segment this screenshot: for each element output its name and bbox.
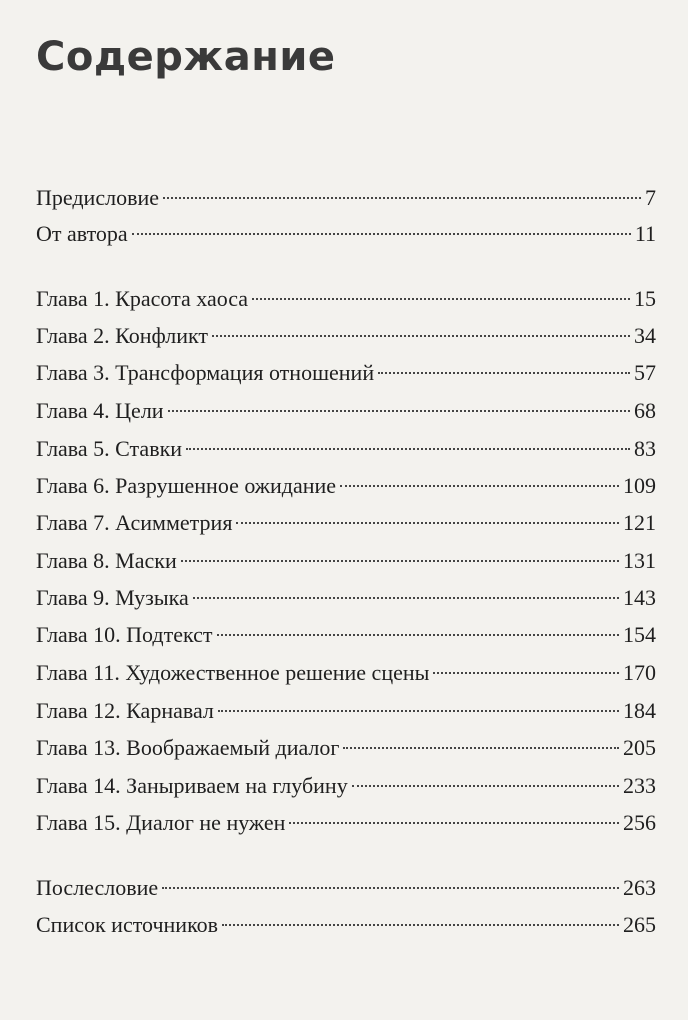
- dot-leader: [340, 485, 619, 487]
- toc-entry-label: Глава 12. Карнавал: [36, 698, 214, 723]
- toc-entry-label: Глава 8. Маски: [36, 548, 177, 573]
- toc-entry-chapter-14[interactable]: [36, 768, 656, 804]
- toc-entry-chapter-6[interactable]: [36, 468, 656, 504]
- dot-leader: [289, 822, 619, 824]
- dot-leader: [162, 887, 619, 889]
- toc-entry-label: Послесловие: [36, 875, 159, 900]
- toc-entry-page: 34: [634, 323, 656, 348]
- toc-entry-label: Глава 3. Трансформация отношений: [36, 360, 375, 385]
- toc-entry-label: Глава 5. Ставки: [36, 436, 183, 461]
- toc-entry-label: Список источников: [36, 912, 219, 937]
- dot-leader: [378, 372, 630, 374]
- toc-entry-chapter-4[interactable]: [36, 393, 656, 429]
- toc-entry-page: 7: [645, 185, 656, 210]
- dot-leader: [352, 785, 619, 787]
- dot-leader: [343, 747, 619, 749]
- toc-entry-chapter-7[interactable]: [36, 505, 656, 541]
- toc-entry-preface[interactable]: [36, 180, 656, 216]
- toc-entry-chapter-12[interactable]: [36, 693, 656, 729]
- toc-entry-page: 57: [634, 360, 656, 385]
- toc-entry-page: 184: [623, 698, 656, 723]
- page-title: Содержание: [36, 34, 336, 80]
- toc-entry-page: 265: [623, 912, 656, 937]
- dot-leader: [433, 672, 619, 674]
- toc-entry-chapter-2[interactable]: [36, 318, 656, 354]
- toc-entry-afterword[interactable]: [36, 870, 656, 906]
- toc-entry-label: Глава 14. Заныриваем на глубину: [36, 773, 348, 798]
- dot-leader: [222, 924, 619, 926]
- toc-entry-chapter-11[interactable]: [36, 655, 656, 691]
- toc-entry-page: 256: [623, 810, 656, 835]
- toc-entry-page: 131: [623, 548, 656, 573]
- toc-entry-label: Глава 9. Музыка: [36, 585, 189, 610]
- toc-entry-page: 205: [623, 735, 656, 760]
- toc-entry-chapter-15[interactable]: [36, 805, 656, 841]
- dot-leader: [236, 522, 619, 524]
- toc-entry-sources[interactable]: [36, 907, 656, 943]
- toc-entry-page: 15: [634, 286, 656, 311]
- toc-entry-page: 109: [623, 473, 656, 498]
- toc-entry-page: 83: [634, 436, 656, 461]
- toc-entry-page: 143: [623, 585, 656, 610]
- dot-leader: [181, 560, 619, 562]
- dot-leader: [212, 335, 630, 337]
- dot-leader: [163, 197, 641, 199]
- toc-entry-from-author[interactable]: [36, 216, 656, 252]
- toc-entry-label: Глава 15. Диалог не нужен: [36, 810, 286, 835]
- toc-entry-label: Глава 1. Красота хаоса: [36, 286, 249, 311]
- toc-entry-label: Предисловие: [36, 185, 159, 210]
- dot-leader: [168, 410, 630, 412]
- dot-leader: [193, 597, 619, 599]
- toc-entry-chapter-13[interactable]: [36, 730, 656, 766]
- toc-entry-label: Глава 7. Асимметрия: [36, 510, 233, 535]
- toc-entry-label: Глава 6. Разрушенное ожидание: [36, 473, 337, 498]
- dot-leader: [186, 448, 630, 450]
- toc-entry-page: 233: [623, 773, 656, 798]
- toc-entry-chapter-1[interactable]: [36, 281, 656, 317]
- dot-leader: [252, 298, 630, 300]
- toc-entry-label: Глава 11. Художественное решение сцены: [36, 660, 430, 685]
- dot-leader: [217, 634, 619, 636]
- toc-entry-page: 154: [623, 622, 656, 647]
- toc-entry-chapter-3[interactable]: [36, 355, 656, 391]
- toc-entry-chapter-9[interactable]: [36, 580, 656, 616]
- toc-entry-label: Глава 13. Воображаемый диалог: [36, 735, 340, 760]
- toc-entry-label: Глава 4. Цели: [36, 398, 164, 423]
- dot-leader: [218, 710, 619, 712]
- toc-entry-chapter-8[interactable]: [36, 543, 656, 579]
- dot-leader: [132, 233, 631, 235]
- toc-entry-label: Глава 2. Конфликт: [36, 323, 208, 348]
- toc-entry-page: 170: [623, 660, 656, 685]
- toc-entry-page: 263: [623, 875, 656, 900]
- toc-entry-label: От автора: [36, 221, 128, 246]
- toc-entry-page: 11: [634, 221, 656, 246]
- toc-entry-chapter-10[interactable]: [36, 617, 656, 653]
- toc-entry-page: 121: [623, 510, 656, 535]
- toc-entry-label: Глава 10. Подтекст: [36, 622, 213, 647]
- toc-entry-page: 68: [634, 398, 656, 423]
- toc-entry-chapter-5[interactable]: [36, 431, 656, 467]
